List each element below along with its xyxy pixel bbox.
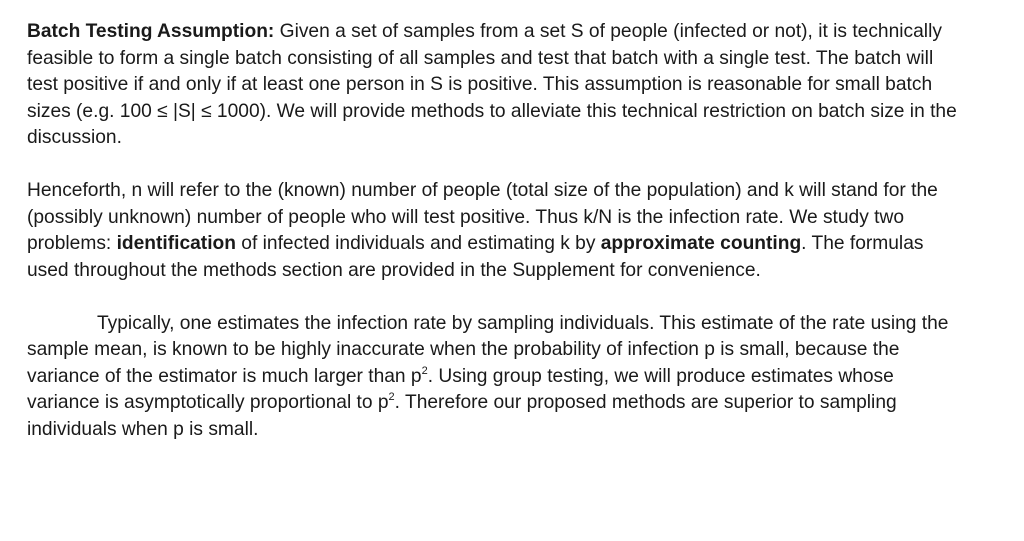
term-identification: identification bbox=[116, 233, 236, 254]
term-approximate-counting: approximate counting bbox=[600, 233, 802, 254]
paragraph-definitions bbox=[27, 178, 957, 284]
paragraph-text: of infected individuals and estimating k by bbox=[235, 233, 601, 254]
paragraph-text: Given a set of samples from a set S of people (infected or not), it is technically feasible to form a single batch consisting of all samples and test that batch with a single test. The batch will test positive if and only if at least one person in S is positive. This assumption is reasonable for small batch sizes (e.g. 100 ≤ |S| ≤ 1000). We will provide methods to alleviate this technical restriction on batch size in the discussion. bbox=[27, 21, 957, 148]
paragraph-text: Typically, one estimates the infection rate by sampling individuals. This estimate of the rate using the sample mean, is known to be highly inaccurate when the probability of infection p is small, because the variance of the estimator is much larger than p bbox=[27, 312, 949, 387]
paragraph-text: . The formulas used throughout the methods section are provided in the Supplement for convenience. bbox=[27, 233, 924, 281]
paragraph-text: . Using group testing, we will produce estimates whose variance is asymptotically proportional to p bbox=[27, 365, 894, 413]
paragraph-heading: Batch Testing Assumption: bbox=[27, 21, 275, 42]
superscript: 2 bbox=[421, 364, 428, 377]
paragraph-batch-testing-assumption bbox=[27, 19, 957, 152]
paragraph-text: Henceforth, n will refer to the (known) number of people (total size of the population) and k will stand for the (possibly unknown) number of people who will test positive. Thus k/N is the infection rate. We study two problems: bbox=[27, 180, 938, 254]
paragraph-sampling-comparison bbox=[27, 311, 957, 444]
document-body bbox=[27, 19, 957, 443]
paragraph-text: . Therefore our proposed methods are superior to sampling individuals when p is small. bbox=[27, 392, 897, 440]
superscript: 2 bbox=[388, 391, 395, 404]
